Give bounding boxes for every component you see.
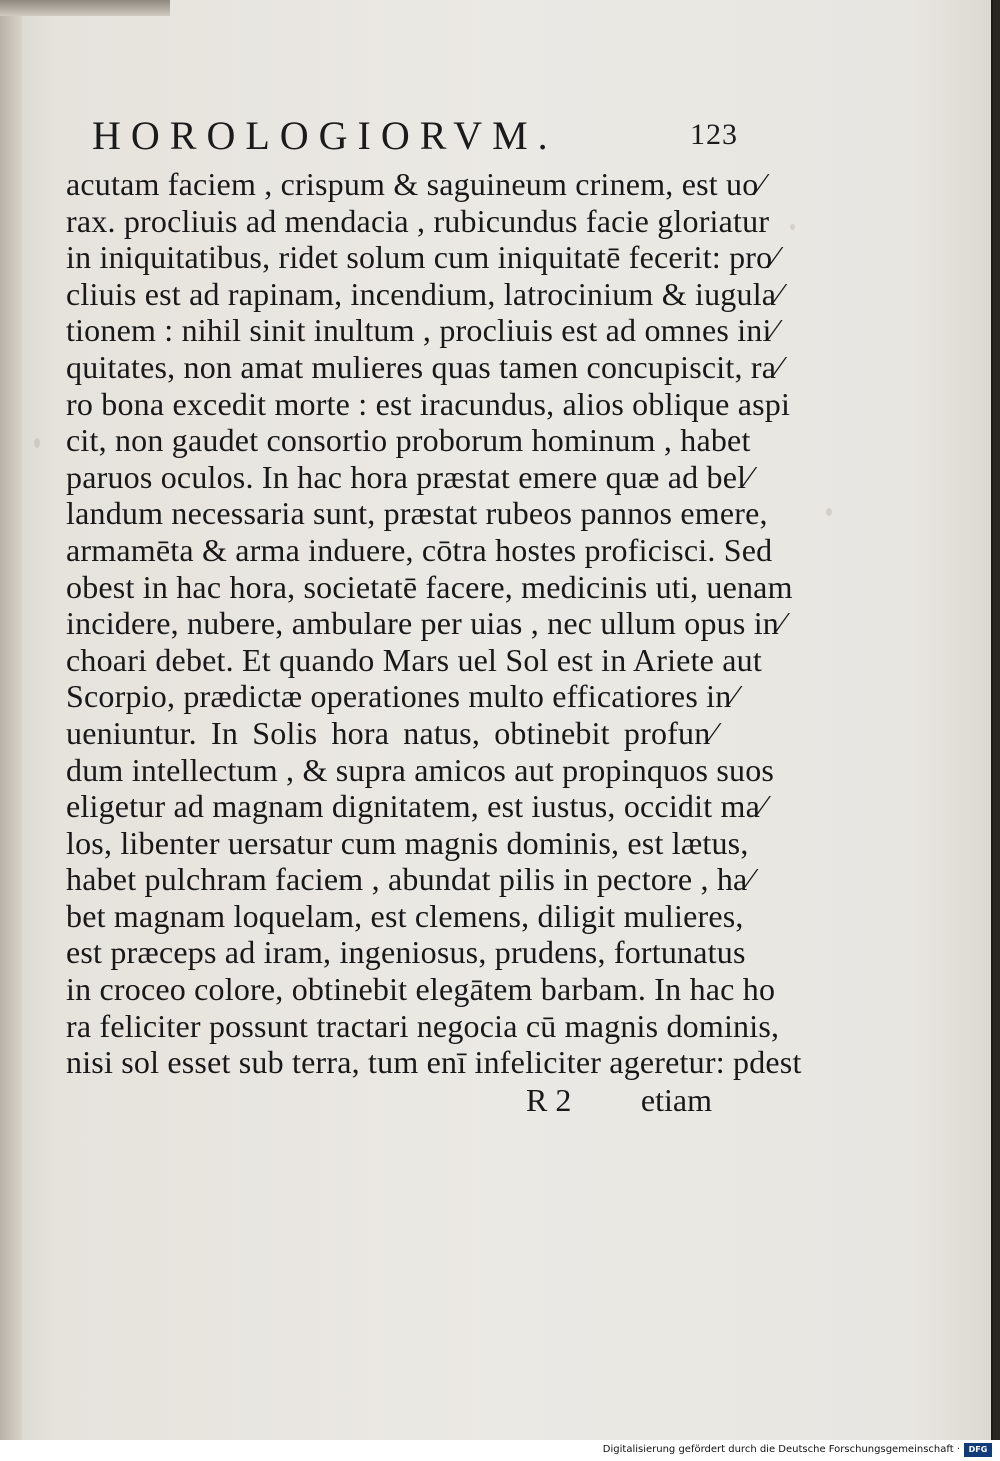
text-line: ra feliciter possunt tractari negocia cū magnis dominis, <box>66 1007 780 1044</box>
text-line: incidere, nubere, ambulare per uias , nec ullum opus in⁄ <box>66 605 785 642</box>
text-line: landum necessaria sunt, præstat rubeos pannos emere, <box>66 495 768 532</box>
text-line: cit, non gaudet consortio proborum hominum , habet <box>66 422 751 459</box>
dfg-logo-icon: DFG <box>964 1443 992 1457</box>
body-text <box>66 166 802 1081</box>
running-head <box>92 112 742 162</box>
text-line: est præceps ad iram, ingeniosus, prudens, fortunatus <box>66 934 746 971</box>
text-line: acutam faciem , crispum & saguineum crinem, est uo⁄ <box>66 166 764 202</box>
footer-bar <box>0 1440 1000 1461</box>
page-number: 123 <box>690 118 738 151</box>
text-line: rax. procliuis ad mendacia , rubicundus facie gloriatur <box>66 202 770 239</box>
footer-credit: Digitalisierung gefördert durch die Deutsche Forschungsgemeinschaft · <box>602 1444 960 1455</box>
text-line: Scorpio, prædictæ operationes multo efficatiores in⁄ <box>66 678 738 715</box>
running-title: HOROLOGIORVM. <box>92 113 558 158</box>
signature-mark: R 2 <box>526 1082 572 1118</box>
text-line: bet magnam loquelam, est clemens, diligit mulieres, <box>66 897 744 934</box>
text-line: dum intellectum , & supra amicos aut propinquos suos <box>66 751 775 788</box>
text-line: choari debet. Et quando Mars uel Sol est in Ariete aut <box>66 641 762 678</box>
text-line: ueniuntur. In Solis hora natus, obtinebit profun⁄ <box>66 714 716 751</box>
text-line: paruos oculos. In hac hora præstat emere quæ ad bel⁄ <box>66 458 752 495</box>
text-line: nisi sol esset sub terra, tum enī infeliciter ageretur: pdest <box>66 1044 802 1081</box>
text-line: eligetur ad magnam dignitatem, est iustus, occidit ma⁄ <box>66 788 766 825</box>
text-line: tionem : nihil sinit inultum , procliuis est ad omnes ini⁄ <box>66 312 778 349</box>
text-line: in croceo colore, obtinebit elegātem barbam. In hac ho <box>66 971 776 1008</box>
text-line: ro bona excedit morte : est iracundus, alios oblique aspi <box>66 385 791 422</box>
paper-stain <box>34 438 40 448</box>
text-line: obest in hac hora, societatē facere, medicinis uti, uenam <box>66 568 793 605</box>
text-line: quitates, non amat mulieres quas tamen concupiscit, ra⁄ <box>66 348 782 385</box>
page-top-edge <box>0 0 170 16</box>
text-line: cliuis est ad rapinam, incendium, latrocinium & iugula⁄ <box>66 275 782 312</box>
catchline <box>66 1082 716 1122</box>
page-binding-shadow <box>0 0 22 1440</box>
text-line: habet pulchram faciem , abundat pilis in pectore , ha⁄ <box>66 861 754 898</box>
catchword: etiam <box>640 1082 712 1118</box>
text-line: in iniquitatibus, ridet solum cum iniquitatē fecerit: pro⁄ <box>66 239 778 276</box>
paper-stain <box>790 224 795 230</box>
paper-stain <box>826 508 832 516</box>
text-line: armamēta & arma induere, cōtra hostes proficisci. Sed <box>66 531 773 568</box>
text-line: los, libenter uersatur cum magnis dominis, est lætus, <box>66 824 749 861</box>
